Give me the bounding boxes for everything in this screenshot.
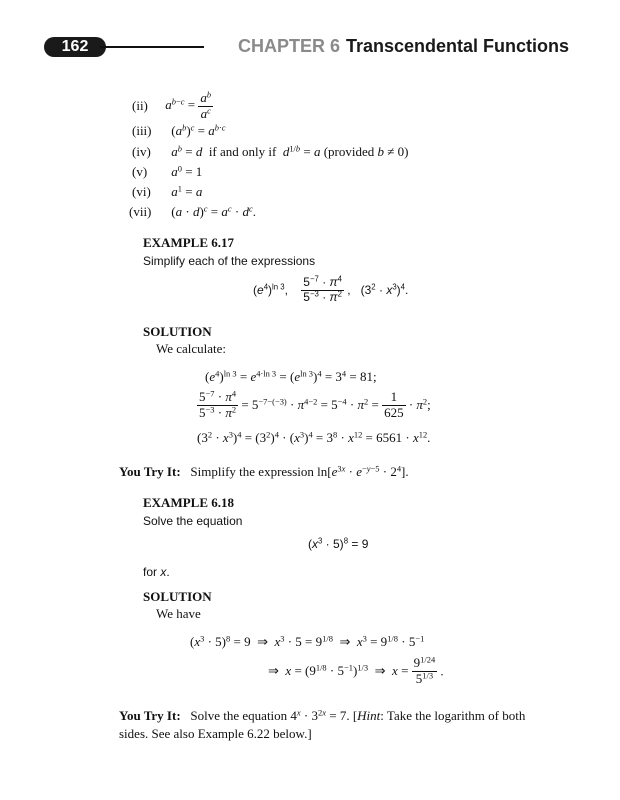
chapter-label: CHAPTER 6 bbox=[238, 36, 341, 56]
hint-label: Hint bbox=[357, 708, 381, 723]
try-it-text: Simplify the expression bbox=[190, 464, 314, 479]
example-prompt: Simplify each of the expressions bbox=[143, 254, 316, 268]
rule-label: (vii) bbox=[129, 204, 152, 219]
solution-line-2: $\frac{5^{-7} \cdot \pi^4}{5^{-3} \cdot \pi^2}$ = $5^{-7-(-3)} \cdot \pi^{4-2} = 5^{-4} \cdot \pi^2$ = $\frac{1}{625}$ · $\pi^2$; bbox=[199, 388, 431, 420]
solution-heading: SOLUTION bbox=[143, 589, 212, 604]
solution-line-1: $(x^3 \cdot 5)^8 = 9$ ⇒ $x^3 \cdot 5 = 9^{1/8}$ ⇒ $x^3 = 9^{1/8} \cdot 5^{-1}$ bbox=[190, 633, 425, 649]
rule-iii bbox=[132, 123, 226, 139]
try-it-line-2: sides. See also Example 6.22 below.] bbox=[119, 726, 312, 741]
rule-label: (ii) bbox=[132, 98, 148, 114]
rule-formula: $(a \cdot d)^c = a^c \cdot d^c$. bbox=[171, 203, 256, 219]
rule-label: (vi) bbox=[132, 184, 151, 199]
try-it-label: You Try It bbox=[119, 708, 177, 723]
example-expressions: $(e^4)^{ln 3}$, $\frac{5^{-7} \cdot \pi^4}{5^{-3} \cdot \pi^2}$ , $(3^2 \cdot x^3)^4$. bbox=[253, 274, 409, 304]
rule-formula: $a^{b-c}$ = $\frac{a^b}{a^c}$ bbox=[165, 89, 212, 121]
try-it-text: Solve the equation bbox=[190, 708, 288, 723]
rule-label: (iv) bbox=[132, 144, 151, 159]
page-number-badge bbox=[44, 37, 106, 57]
rule-formula: $a^0 = 1$ bbox=[171, 163, 203, 179]
example-equation: $(x^3 \cdot 5)^8 = 9$ bbox=[308, 536, 369, 551]
chapter-title: Transcendental Functions bbox=[346, 36, 570, 56]
rule-formula: $(a^b)^c = a^{b\cdot c}$ bbox=[171, 122, 226, 138]
rule-ii bbox=[132, 91, 213, 125]
solution-heading: SOLUTION bbox=[143, 324, 212, 339]
solution-intro: We calculate: bbox=[156, 341, 227, 356]
try-it-line-1: You Try It: Solve the equation $4^x \cdot 3^{2x} = 7$. [Hint: Take the logarithm of both bbox=[119, 707, 526, 723]
example-title: EXAMPLE 6.17 bbox=[143, 235, 234, 250]
example-title: EXAMPLE 6.18 bbox=[143, 495, 234, 510]
try-it-label: You Try It bbox=[119, 464, 177, 479]
rule-vi bbox=[132, 184, 202, 200]
solution-intro: We have bbox=[156, 606, 201, 621]
solution-line-3: $(3^2 \cdot x^3)^4 = (3^2)^4 \cdot (x^3)^4 = 3^8 \cdot x^{12} = 6561 \cdot x^{12}$. bbox=[197, 429, 431, 445]
rule-formula: $a^b = d$ if and only if $d^{1/b} = a$ (provided b ≠ 0) bbox=[171, 143, 409, 159]
rule-formula: $a^1 = a$ bbox=[171, 183, 203, 199]
solution-line-1: $(e^4)^{ln 3} = e^{4\cdot ln 3} = (e^{ln 3})^4 = 3^4 = 81$; bbox=[205, 368, 377, 384]
rule-label: (iii) bbox=[132, 123, 152, 138]
rule-vii bbox=[129, 204, 256, 220]
header-rule bbox=[100, 46, 204, 48]
solution-line-2: ⇒ $x = (9^{1/8} \cdot 5^{-1})^{1/3}$ ⇒ x = $\frac{9^{1/24}}{5^{1/3}}$ . bbox=[268, 654, 444, 686]
rule-iv bbox=[132, 144, 409, 160]
rule-v bbox=[132, 164, 202, 180]
try-it-1: You Try It: Simplify the expression $\ln[e^{3x} \cdot e^{-y-5} \cdot 2^4]$. bbox=[119, 463, 409, 479]
rule-label: (v) bbox=[132, 164, 148, 179]
page-number: 162 bbox=[61, 38, 89, 55]
for-x-line: for x. bbox=[143, 565, 170, 579]
example-prompt: Solve the equation bbox=[143, 514, 243, 528]
